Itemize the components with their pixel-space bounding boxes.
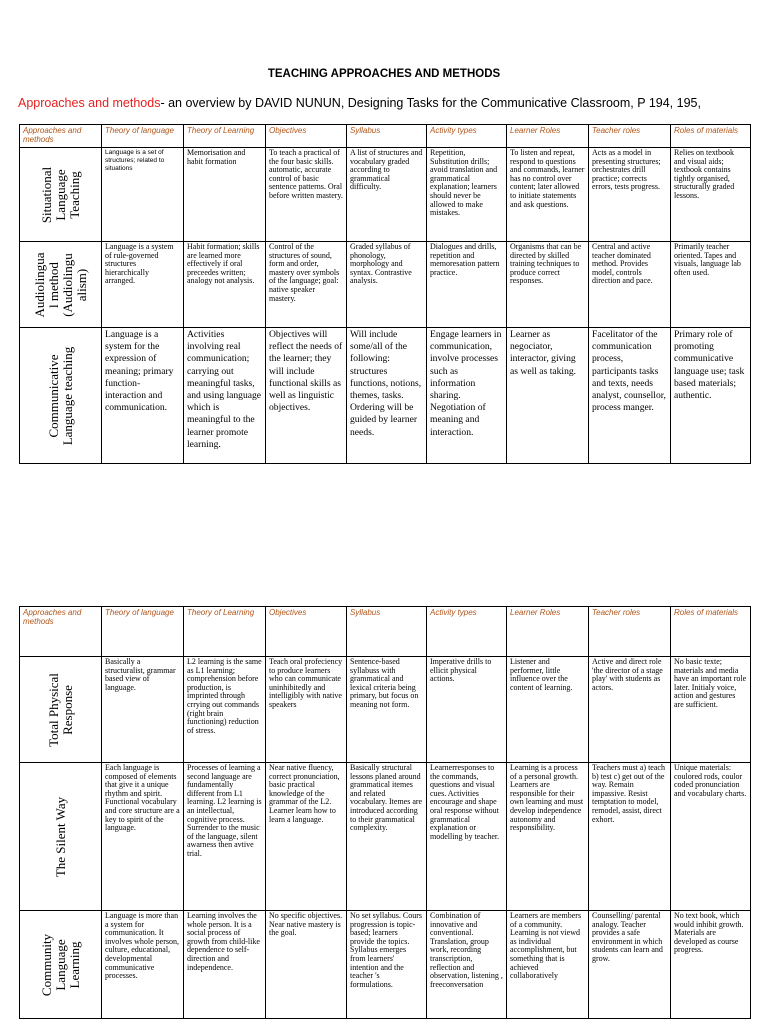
table-row: [20, 242, 751, 328]
method-name-cell: [20, 148, 102, 242]
learner-roles-cell: Learner as negociator, interactor, giving as well as taking.: [507, 328, 589, 464]
header-learner-roles: Learner Roles: [507, 607, 589, 657]
theory-of-language-cell: Basically a structuralist, grammar based view of language.: [102, 657, 184, 763]
header-theory-of-language: Theory of language: [102, 607, 184, 657]
theory-of-language-cell: Language is a system for the expression of meaning; primary function-interaction and communication.: [102, 328, 184, 464]
teacher-roles-cell: Central and active teacher dominated method. Provides model, controls direction and pace.: [589, 242, 671, 328]
method-name-audiolingual: Audiolingua l method (Audiolingu alism): [31, 252, 89, 317]
header-row: [20, 607, 751, 657]
syllabus-cell: A list of structures and vocabulary graded according to grammatical difficulty.: [347, 148, 427, 242]
theory-of-learning-cell: Habit formation; skills are learned more effectively if oral preceedes written; analogy not analysis.: [184, 242, 266, 328]
methods-table-2: [19, 606, 751, 1019]
objectives-cell: Control of the structures of sound, form and order, mastery over symbols of the language; goal: native speaker mastery.: [266, 242, 347, 328]
header-theory-of-learning: Theory of Learning: [184, 607, 266, 657]
objectives-cell: Teach oral profeciency to produce learners who can communicate uninhibitedly and intelligibly with native speakers: [266, 657, 347, 763]
header-activity-types: Activity types: [427, 125, 507, 148]
activity-types-cell: Dialogues and drills, repetition and memoresation pattern practice.: [427, 242, 507, 328]
method-name-silent-way: The Silent Way: [52, 796, 68, 877]
teacher-roles-cell: Counselling/ parental analogy. Teacher provides a safe environment in which students can learn and grow.: [589, 911, 671, 1019]
theory-of-language-cell: Language is a system of rule-governed structures hierarchically arranged.: [102, 242, 184, 328]
teacher-roles-cell: Facelitator of the communication process, participants tasks and texts, needs analyst, counsellor, process manger.: [589, 328, 671, 464]
theory-of-learning-cell: Activities involving real communication; carrying out meaningful tasks, and using language which is meaningful to the learner promote learning.: [184, 328, 266, 464]
theory-of-learning-cell: Processes of learning a second language are fundamentally different from L1 learning. L2 learning is an intellectual, cognitive process. Surrender to the music of the language, silent awarness then avtive trial.: [184, 763, 266, 911]
materials-cell: No basic texte; materials and media have an important role later. Initialy voice, action and gestures are sufficient.: [671, 657, 751, 763]
page-subtitle: [18, 96, 768, 110]
theory-of-language-cell: Each language is composed of elements that give it a unique rhythm and spirit. Functional vocabulary and core structure are a key to spirit of the language.: [102, 763, 184, 911]
header-learner-roles: Learner Roles: [507, 125, 589, 148]
table-row: [20, 657, 751, 763]
method-name-cell: [20, 911, 102, 1019]
header-activity-types: Activity types: [427, 607, 507, 657]
header-teacher-roles: Teacher roles: [589, 125, 671, 148]
header-roles-of-materials: Roles of materials: [671, 125, 751, 148]
learner-roles-cell: To listen and repeat, respond to questions and commands, learner has no control over content; later allowed to initiate statements and ask questions.: [507, 148, 589, 242]
materials-cell: Primary role of promoting communicative language use; task based materials; authentic.: [671, 328, 751, 464]
learner-roles-cell: Listener and performer, little influence over the content of learning.: [507, 657, 589, 763]
method-name-situational: Situational Language Teaching: [38, 166, 82, 223]
header-syllabus: Syllabus: [347, 607, 427, 657]
theory-of-learning-cell: Memorisation and habit formation: [184, 148, 266, 242]
header-theory-of-learning: Theory of Learning: [184, 125, 266, 148]
subtitle-red-text: Approaches and methods: [18, 96, 161, 110]
method-name-cell: [20, 657, 102, 763]
materials-cell: Primarily teacher oriented. Tapes and visuals, language lab often used.: [671, 242, 751, 328]
table-row: [20, 763, 751, 911]
table-row: [20, 328, 751, 464]
teacher-roles-cell: Active and direct role 'the director of a stage play' with students as actors.: [589, 657, 671, 763]
objectives-cell: To teach a practical of the four basic skills. automatic, accurate control of basic sentence patterns. Oral before written mastery.: [266, 148, 347, 242]
theory-of-learning-cell: Learning involves the whole person. It is a social process of growth from child-like dependence to self-direction and independence.: [184, 911, 266, 1019]
syllabus-cell: Graded syllabus of phonology, morphology and syntax. Contrastive analysis.: [347, 242, 427, 328]
activity-types-cell: Imperative drills to ellicit physical actions.: [427, 657, 507, 763]
syllabus-cell: Will include some/all of the following: structures functions, notions, themes, tasks. Ordering will be guided by learner needs.: [347, 328, 427, 464]
objectives-cell: No specific objectives. Near native mastery is the goal.: [266, 911, 347, 1019]
materials-cell: Relies on textbook and visual aids; textbook contains tightly organised, structurally graded lessons.: [671, 148, 751, 242]
header-syllabus: Syllabus: [347, 125, 427, 148]
theory-of-learning-cell: L2 learning is the same as L1 learning; comprehension before production, is imprinted through crrying out commands (right brain functioning) reduction of stress.: [184, 657, 266, 763]
method-name-cell: [20, 242, 102, 328]
header-objectives: Objectives: [266, 125, 347, 148]
header-roles-of-materials: Roles of materials: [671, 607, 751, 657]
method-name-total-physical-response: Total Physical Response: [45, 672, 75, 747]
materials-cell: No text book, which would inhibit growth. Materials are developed as course progress.: [671, 911, 751, 1019]
teacher-roles-cell: Teachers must a) teach b) test c) get out of the way. Remain impassive. Resist temptation to model, remodel, assist, direct exhort.: [589, 763, 671, 911]
learner-roles-cell: Learning is a process of a personal growth. Learners are responsible for their own learning and must develop independence autonomy and responsibility.: [507, 763, 589, 911]
objectives-cell: Objectives will reflect the needs of the learner; they will include functional skills as well as linguistic objectives.: [266, 328, 347, 464]
theory-of-language-cell: Language is more than a system for communication. It involves whole person, culture, educational, developmental communicative processes.: [102, 911, 184, 1019]
learner-roles-cell: Learners are members of a community. Learning is not viewd as individual accomplishment, but something that is achieved collaboratively: [507, 911, 589, 1019]
header-theory-of-language: Theory of language: [102, 125, 184, 148]
methods-table-1: [19, 124, 751, 464]
objectives-cell: Near native fluency, correct pronunciation, basic practical knowledge of the grammar of the L2. Learner learn how to learn a language.: [266, 763, 347, 911]
header-approaches: Approaches and methods: [20, 125, 102, 148]
subtitle-rest-text: - an overview by DAVID NUNUN, Designing Tasks for the Communicative Classroom, P 194, 195,: [160, 96, 701, 110]
activity-types-cell: Engage learners in communication, involve processes such as information sharing. Negotiation of meaning and interaction.: [427, 328, 507, 464]
header-row: [20, 125, 751, 148]
syllabus-cell: No set syllabus. Cours progression is topic-based; learners provide the topics. Syllabus emerges from learners' intention and the teacher 's formulations.: [347, 911, 427, 1019]
activity-types-cell: Repetition, Substitution drills; avoid translation and grammatical explanation; learners should never be allowed to make mistakes.: [427, 148, 507, 242]
header-objectives: Objectives: [266, 607, 347, 657]
table-row: [20, 148, 751, 242]
teacher-roles-cell: Acts as a model in presenting structures; orchestrates drill practice; corrects errors, tests progress.: [589, 148, 671, 242]
header-teacher-roles: Teacher roles: [589, 607, 671, 657]
method-name-community-language-learning: Community Language Learning: [38, 933, 82, 996]
method-name-cell: [20, 763, 102, 911]
learner-roles-cell: Organisms that can be directed by skilled training techniques to produce correct responses.: [507, 242, 589, 328]
materials-cell: Unique materials: coulored rods, coulor coded pronunciation and vocabulary charts.: [671, 763, 751, 911]
syllabus-cell: Sentence-based syllabuss with grammatical and lexical criteria being primary, but focus on meaning not form.: [347, 657, 427, 763]
activity-types-cell: Combination of innovative and conventional. Translation, group work, recording transcription, reflection and observation, listening , freeconversation: [427, 911, 507, 1019]
syllabus-cell: Basically structural lessons planed around grammatical itemes and related vocabulary. Itemes are introduced according to their grammatical complexity.: [347, 763, 427, 911]
header-approaches: Approaches and methods: [20, 607, 102, 657]
activity-types-cell: Learnerresponses to the commands, questions and visual cues. Activities encourage and shape oral response without grammatical explanation or modelling by teacher.: [427, 763, 507, 911]
page-title: TEACHING APPROACHES AND METHODS: [267, 68, 501, 80]
table-row: [20, 911, 751, 1019]
method-name-communicative: Communicative Language teaching: [45, 346, 75, 445]
theory-of-language-cell: Language is a set of structures; related to situations: [102, 148, 184, 242]
method-name-cell: [20, 328, 102, 464]
